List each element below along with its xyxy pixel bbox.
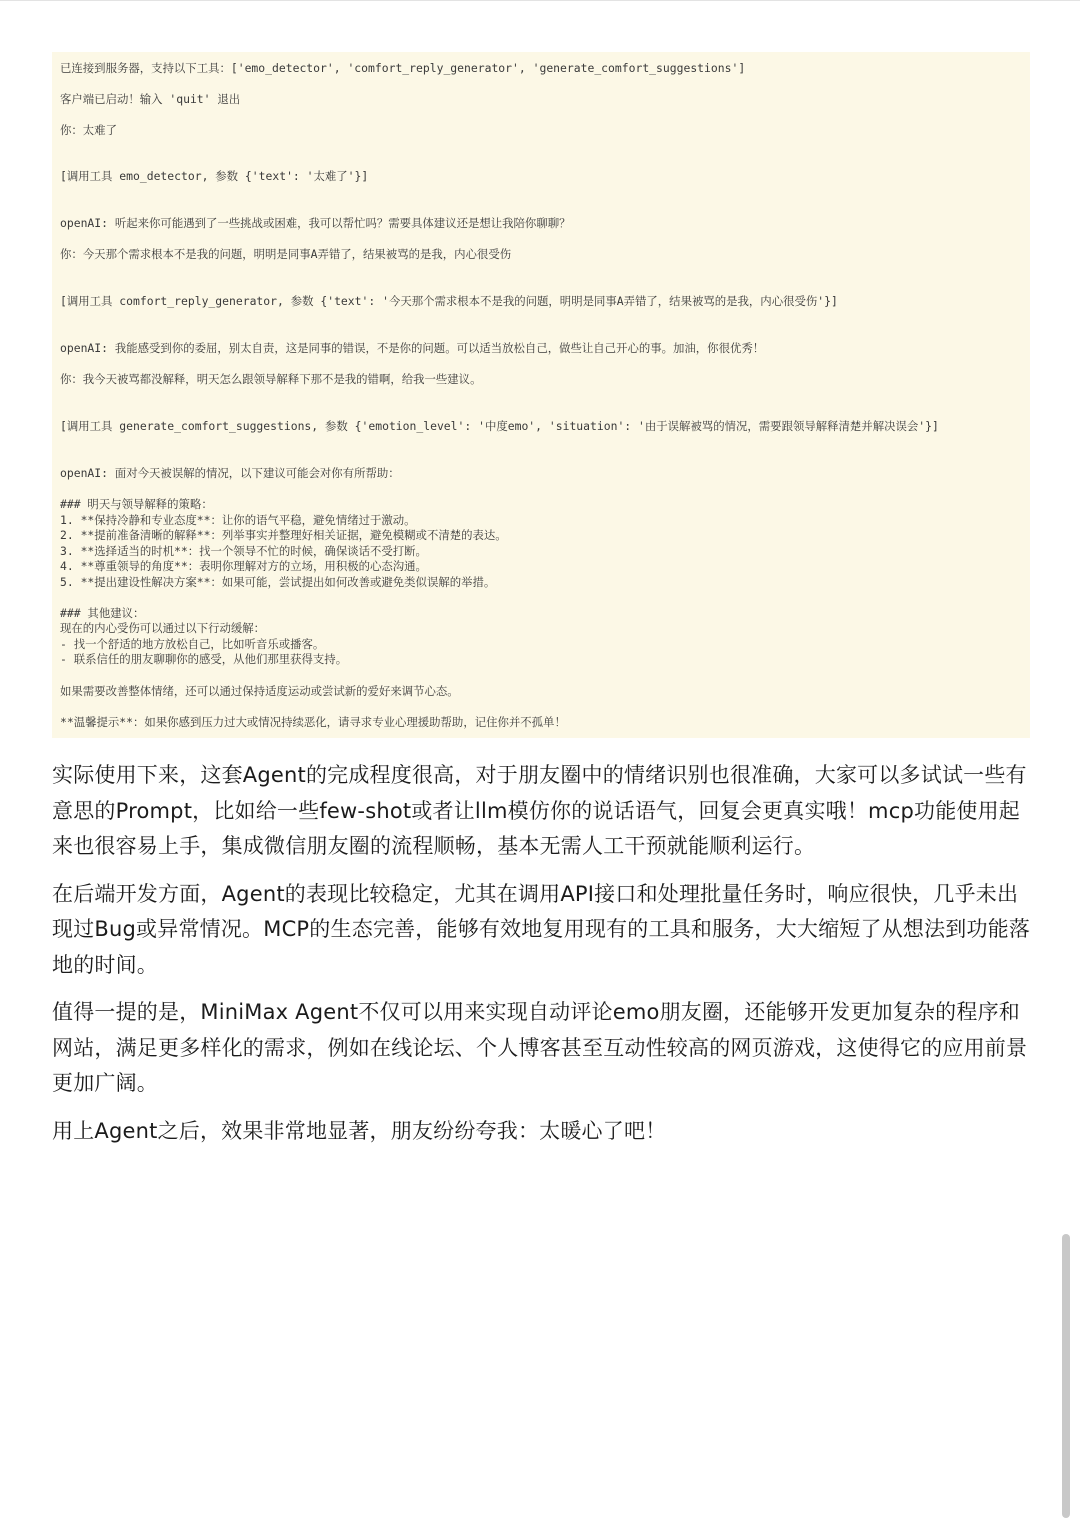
console-line-tool-call-2: [调用工具 comfort_reply_generator, 参数 {'text': '今天那个需求根本不是我的问题，明明是同事A弄错了，结果被骂的是我，内心很受伤'}] — [60, 294, 838, 308]
article-paragraph: 实际使用下来，这套Agent的完成程度很高，对于朋友圈中的情绪识别也很准确，大家可以多试试一些有意思的Prompt，比如给一些few-shot或者让llm模仿你的说话语气，回复会更真实哦！mcp功能使用起来也很容易上手，集成微信朋友圈的流程顺畅，基本无需人工干预就能顺利运行。 — [52, 763, 1027, 858]
article-paragraph: 用上Agent之后，效果非常地显著，朋友纷纷夸我：太暖心了吧！ — [52, 1118, 667, 1143]
console-line-mood-tip: 如果需要改善整体情绪，还可以通过保持适度运动或尝试新的爱好来调节心态。 — [60, 684, 459, 698]
top-divider — [0, 0, 1080, 1]
console-line-client-started: 客户端已启动！输入 'quit' 退出 — [60, 92, 241, 106]
console-line-strategy-3: 3. **选择适当的时机**：找一个领导不忙的时候，确保谈话不受打断。 — [60, 544, 427, 558]
console-line-openai-3: openAI: 面对今天被误解的情况，以下建议可能会对你有所帮助： — [60, 466, 400, 480]
console-line-strategy-2: 2. **提前准备清晰的解释**：列举事实并整理好相关证据，避免模糊或不清楚的表达。 — [60, 528, 507, 542]
console-line-strategy-5: 5. **提出建设性解决方案**：如果可能，尝试提出如何改善或避免类似误解的举措。 — [60, 575, 496, 589]
console-line-openai-2: openAI: 我能感受到你的委屈，别太自责，这是同事的错误，不是你的问题。可以适当放松自己，做些让自己开心的事。加油，你很优秀！ — [60, 341, 765, 355]
console-line-other-1: - 找一个舒适的地方放松自己，比如听音乐或播客。 — [60, 637, 325, 651]
console-line-strategy-heading: ### 明天与领导解释的策略： — [60, 497, 213, 511]
article-paragraph: 在后端开发方面，Agent的表现比较稳定，尤其在调用API接口和处理批量任务时，响应很快，几乎未出现过Bug或异常情况。MCP的生态完善，能够有效地复用现有的工具和服务，大大缩短了从想法到功能落地的时间。 — [52, 881, 1031, 977]
console-line-tool-call-1: [调用工具 emo_detector, 参数 {'text': '太难了'}] — [60, 169, 369, 183]
vertical-scrollbar[interactable] — [1062, 0, 1070, 1527]
console-line-openai-1: openAI: 听起来你可能遇到了一些挑战或困难，我可以帮忙吗？需要具体建议还是想让我陪你聊聊？ — [60, 216, 571, 230]
console-line-tool-call-3: [调用工具 generate_comfort_suggestions, 参数 {'emotion_level': '中度emo', 'situation': '由于误解被骂的情况，需要跟领导解释清楚并解决误会'}] — [60, 419, 939, 433]
scrollbar-thumb[interactable] — [1062, 1234, 1070, 1518]
console-line-connected: 已连接到服务器，支持以下工具：['emo_detector', 'comfort_reply_generator', 'generate_comfort_suggestions'] — [60, 61, 746, 75]
article-body — [52, 758, 1036, 1161]
console-line-user-3: 你：我今天被骂都没解释，明天怎么跟领导解释下那不是我的错啊，给我一些建议。 — [60, 372, 482, 386]
console-line-other-2: - 联系信任的朋友聊聊你的感受，从他们那里获得支持。 — [60, 652, 348, 666]
console-line-strategy-4: 4. **尊重领导的角度**：表明你理解对方的立场，用积极的心态沟通。 — [60, 559, 427, 573]
console-line-user-1: 你：太难了 — [60, 123, 117, 137]
article-paragraph: 值得一提的是，MiniMax Agent不仅可以用来实现自动评论emo朋友圈，还能够开发更加复杂的程序和网站，满足更多样化的需求，例如在线论坛、个人博客甚至互动性较高的网页游戏，这使得它的应用前景更加广阔。 — [52, 1000, 1028, 1095]
console-line-strategy-1: 1. **保持冷静和专业态度**：让你的语气平稳，避免情绪过于激动。 — [60, 513, 416, 527]
console-line-warm-tip: **温馨提示**：如果你感到压力过大或情况持续恶化，请寻求专业心理援助帮助，记住你并不孤单！ — [60, 715, 566, 729]
console-line-other-heading: ### 其他建议： — [60, 606, 145, 620]
console-line-other-intro: 现在的内心受伤可以通过以下行动缓解： — [60, 621, 266, 635]
console-output-block — [52, 52, 1030, 738]
console-line-user-2: 你：今天那个需求根本不是我的问题，明明是同事A弄错了，结果被骂的是我，内心很受伤 — [60, 247, 512, 261]
